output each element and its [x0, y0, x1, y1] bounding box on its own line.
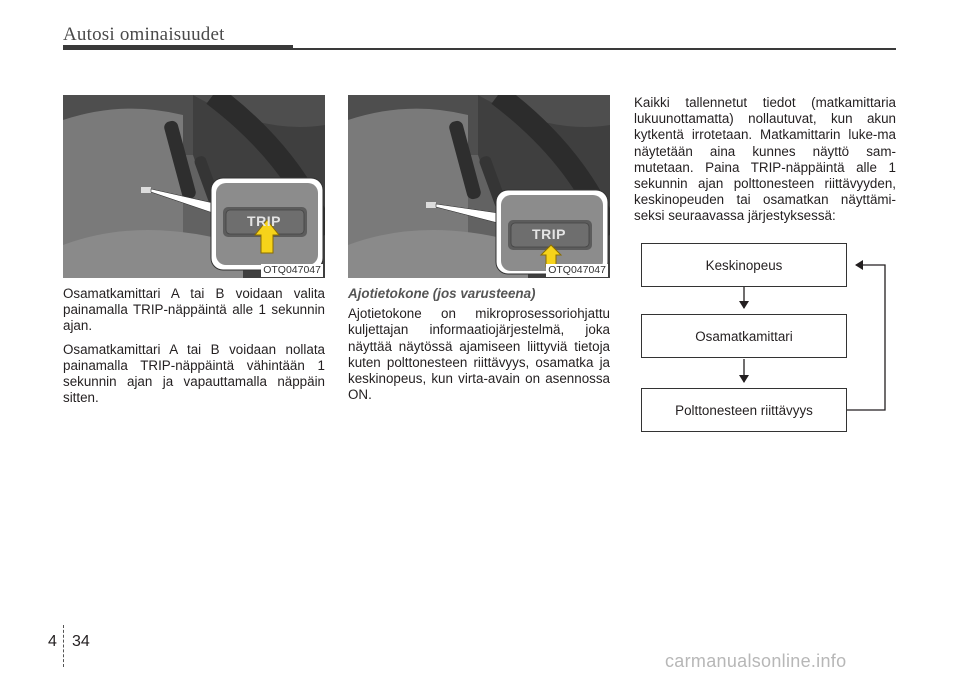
flow-step-average-speed: [641, 243, 847, 287]
page-number: 34: [72, 633, 90, 650]
chapter-number: 4: [48, 633, 57, 650]
flow-step-label: Polttonesteen riittävyys: [675, 402, 813, 418]
subheading: Ajotietokone (jos varusteena): [348, 286, 536, 301]
trip-button-label: TRIP: [247, 213, 281, 229]
flow-step-label: Keskinopeus: [705, 257, 783, 273]
paragraph: Kaikki tallennetut tiedot (matkamittaria lukuunottamatta) nollautuvat, kun akun kytkentä irrotetaan. Matkamittarin luke-ma näytetään aina kunnes näyttö sam-mutetaan. Paina TRIP-näppäintä alle 1 sekunnin ajan polttonesteen riittävyyden, keskinopeuden tai osamatkan näyttämi-seksi seuraavassa järjestyksessä:: [634, 95, 896, 224]
section-title: Autosi ominaisuudet: [63, 24, 225, 45]
watermark: carmanualsonline.info: [665, 651, 847, 671]
paragraph: Ajotietokone on mikroprosessoriohjattu kuljettajan informaatiojärjestelmä, joka näyttää näytössä ajamiseen liittyviä tietoja kuten polttonesteen riittävyys, osamatka ja keskinopeus, kun virta-avain on asennossa ON.: [348, 306, 610, 403]
trip-button-label: TRIP: [532, 226, 566, 242]
figure-code: OTQ047047: [263, 264, 321, 276]
flow-step-fuel-range: [641, 388, 847, 432]
paragraph: Osamatkamittari A tai B voidaan nollata painamalla TRIP-näppäintä vähintään 1 sekunnin ajan ja vapauttamalla näppäin sitten.: [63, 341, 325, 406]
figure-code: OTQ047047: [548, 264, 606, 276]
paragraph: Osamatkamittari A tai B voidaan valita painamalla TRIP-näppäintä alle 1 sekunnin ajan.: [63, 286, 325, 334]
footer-separator: [63, 625, 64, 667]
flow-step-tripmeter: [641, 314, 847, 358]
flow-step-label: Osamatkamittari: [695, 328, 793, 344]
